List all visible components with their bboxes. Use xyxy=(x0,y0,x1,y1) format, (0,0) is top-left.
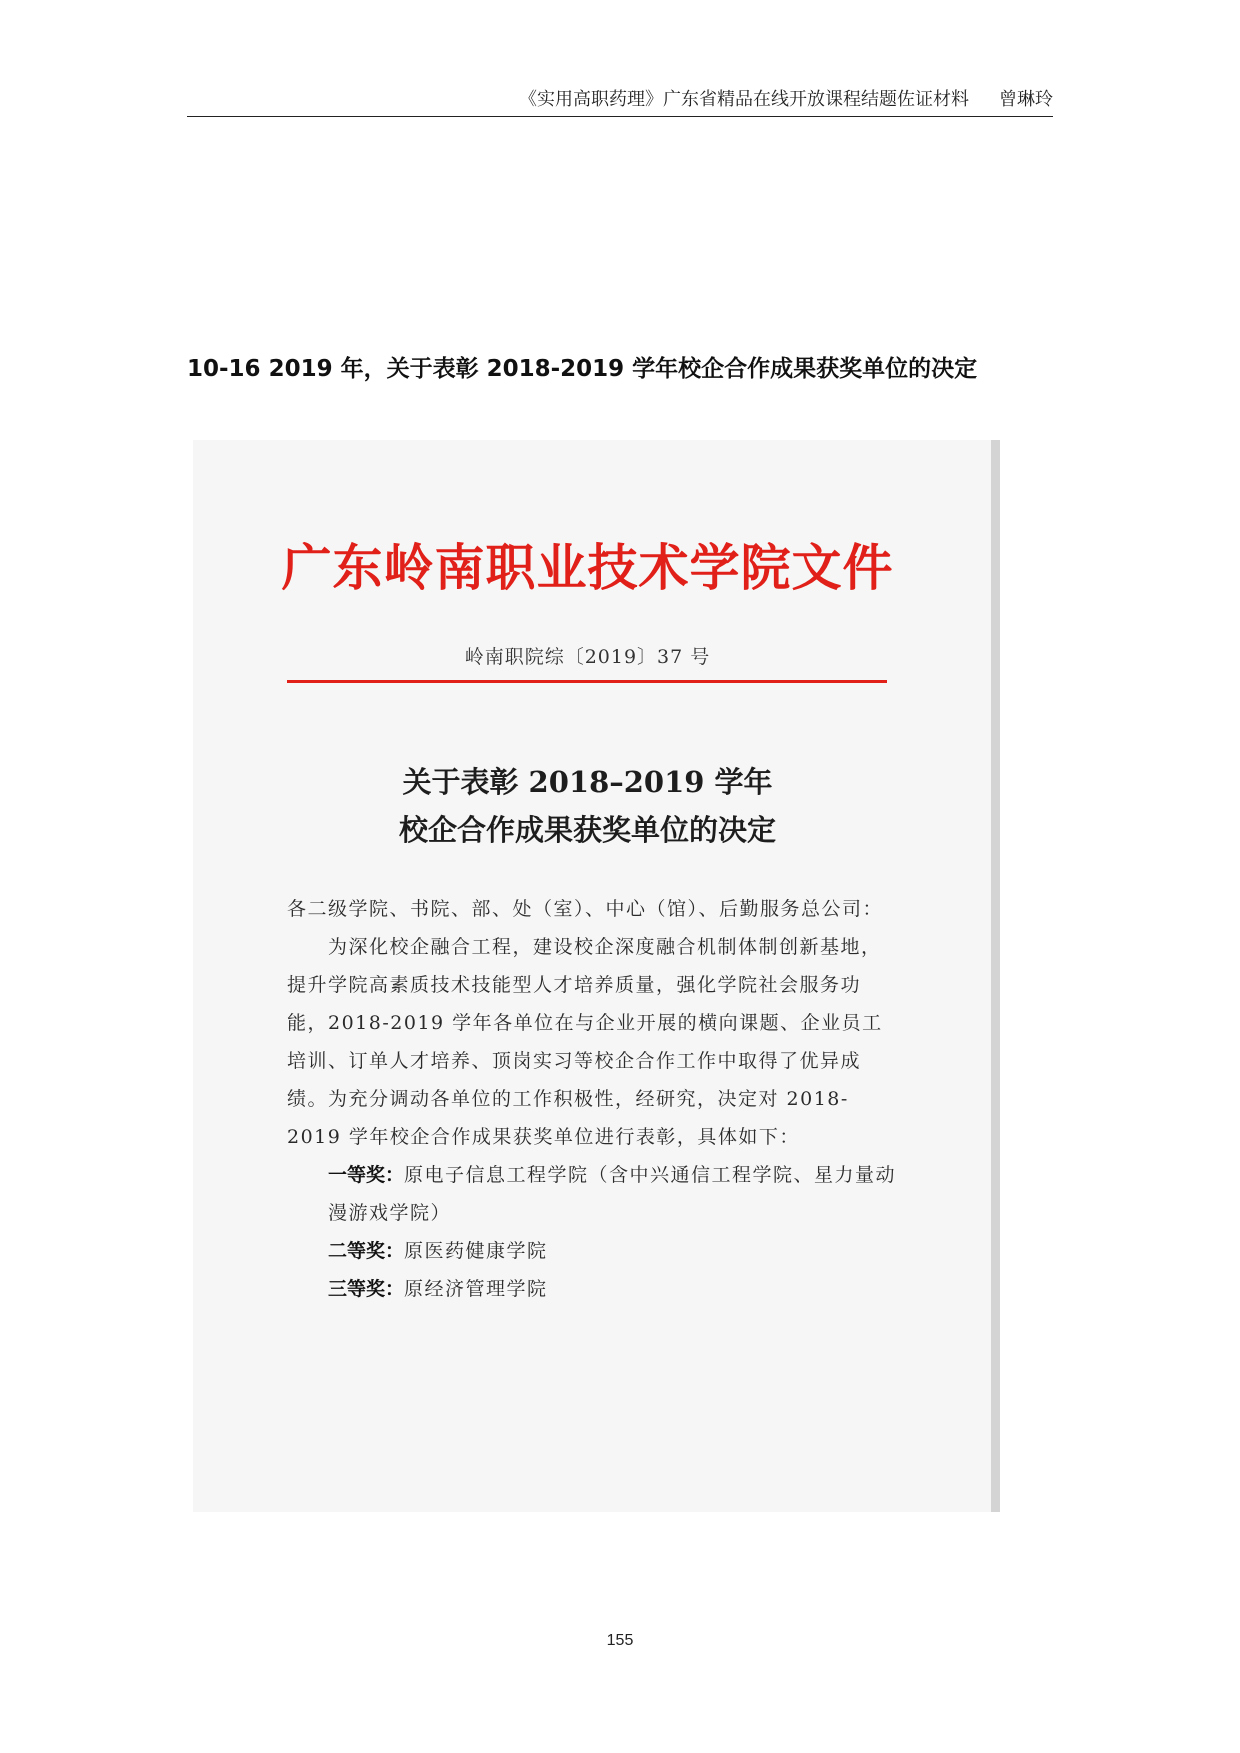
header-course-title: 《实用高职药理》广东省精品在线开放课程结题佐证材料 xyxy=(519,89,969,110)
award-first-label: 一等奖： xyxy=(328,1164,405,1186)
org-letterhead-title: 广东岭南职业技术学院文件 xyxy=(281,538,894,597)
body-paragraph: 为深化校企融合工程，建设校企深度融合机制体制创新基地，提升学院高素质技术技能型人才培养质量，强化学院社会服务功能，2018-2019 学年各单位在与企业开展的横向课题、企业员工培训、订单人才培养、顶岗实习等校企合作工作中取得了优异成绩。为充分调动各单位的工作积极性，经研究，决定对 2018-2019 学年校企合作成果获奖单位进行表彰，具体如下： xyxy=(287,936,883,1148)
decision-title xyxy=(193,758,982,854)
red-divider xyxy=(287,680,887,683)
award-second xyxy=(287,1232,897,1270)
award-second-text: 原医药健康学院 xyxy=(404,1240,548,1262)
award-third xyxy=(287,1270,897,1308)
document-number: 岭南职院综〔2019〕37 号 xyxy=(464,646,711,668)
running-header xyxy=(187,86,1053,117)
salutation: 各二级学院、书院、部、处（室）、中心（馆）、后勤服务总公司： xyxy=(287,898,884,920)
decision-title-line-2: 校企合作成果获奖单位的决定 xyxy=(398,813,776,847)
header-author: 曾琳玲 xyxy=(999,89,1053,110)
award-third-text: 原经济管理学院 xyxy=(404,1278,548,1300)
scanned-document xyxy=(193,440,1000,1512)
award-first-text: 原电子信息工程学院（含中兴通信工程学院、星力量动漫游戏学院） xyxy=(328,1164,897,1224)
award-second-label: 二等奖： xyxy=(328,1240,405,1262)
section-heading: 10-16 2019 年，关于表彰 2018-2019 学年校企合作成果获奖单位的决定 xyxy=(187,356,978,382)
award-third-label: 三等奖： xyxy=(328,1278,405,1300)
award-first xyxy=(287,1156,897,1232)
page-number: 155 xyxy=(606,1632,634,1649)
decision-title-line-1: 关于表彰 2018–2019 学年 xyxy=(402,765,773,799)
decision-body xyxy=(287,890,897,1308)
